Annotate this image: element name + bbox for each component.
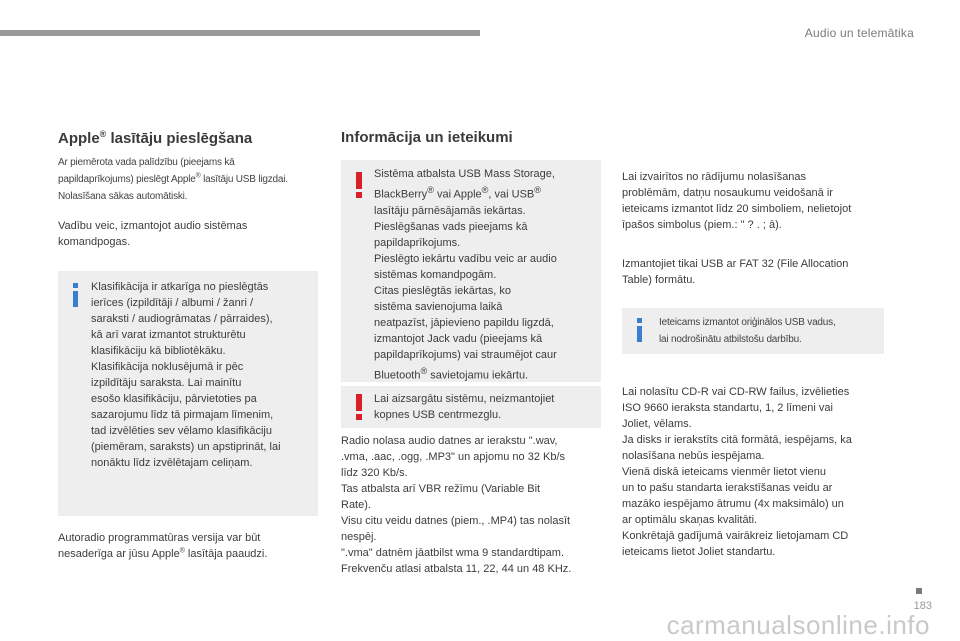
watermark: carmanualsonline.info (666, 610, 930, 640)
fat32-text: Izmantojiet tikai USB ar FAT 32 (File Allocation Table) formātu. (622, 258, 849, 286)
filename-text: Lai izvairītos no rādījumu nolasīšanas problēmām, datņu nosaukumu veidošanā ir ieteicams izmantot līdz 20 simboliem, nelietojot īpašos simbolus (piem.: " ? . ; ā). (622, 171, 852, 231)
classification-info-box (58, 271, 318, 516)
cd-text: Lai nolasītu CD-R vai CD-RW failus, izvēlieties ISO 9660 ieraksta standartu, 1, 2 līmeni vai Joliet, vēlams. Ja disks ir ierakstīts citā formātā, iespējams, ka nolasīšana nebūs iespējama. Vienā diskā ieteicams vienmēr lietot vienu un to pašu standarta ierakstīšanas veidu ar mazāko iespējamo ātrumu (4x maksimālo) un ar optimālu skaņas kvalitāti. Konkrētajā gadījumā vairākreiz lietojamam CD ieteicams lietot Joliet standartu. (622, 386, 852, 558)
hub-warning-text: Lai aizsargātu sistēmu, neizmantojiet kopnes USB centrmezglu. (374, 393, 555, 421)
section-title: Audio un telemātika (804, 26, 914, 40)
page-number: 183 (913, 600, 932, 612)
usb-warning-text: Sistēma atbalsta USB Mass Storage, BlackBerry® vai Apple®, vai USB® lasītāju pārnēsājamās iekārtas. Pieslēgšanas vads pieejams kā papildaprīkojums. Pieslēgto iekārtu vadību veic ar audio sistēmas komandpogām. Citas pieslēgtās iekārtas, ko sistēma savienojuma laikā neatpazīst, jāpievieno papildu ligzdā, izmantojot Jack vadu (pieejams kā papildaprīkojums) vai straumējot caur Bluetooth® savietojamu iekārtu. (374, 168, 557, 382)
hub-warning-box (341, 386, 601, 428)
usb-warning-box (341, 160, 601, 382)
apple-intro: Ar piemērota vada palīdzību (pieejams kā papildaprīkojums) pieslēgt Apple® lasītāju USB ligzdai. Nolasīšana sākas automātiski. (58, 157, 288, 202)
page-marker (916, 588, 922, 594)
usb-cable-info-text: Ieteicams izmantot oriģinālos USB vadus, lai nodrošinātu atbilstošu darbību. (659, 317, 836, 345)
info-heading: Informācija un ieteikumi (341, 129, 513, 146)
classification-info-text: Klasifikācija ir atkarīga no pieslēgtās ierīces (izpildītāji / albumi / žanri / saraksti / audiogrāmatas / pārraides), kā arī varat izmantot strukturētu klasifikāciju kā bibliotēkāku. Klasifikācija noklusējumā ir pēc izpildītāju saraksta. Lai mainītu esošo klasifikāciju, pārvietoties pa sazarojumu līdz tā pirmajam līmenim, tad izvēlēties sev vēlamo klasifikāciju (piemēram, saraksts) un apstiprināt, lai nonāktu līdz izvēlētajam celiņam. (91, 281, 281, 469)
header-bar (0, 30, 480, 36)
apple-heading: Apple® lasītāju pieslēgšana (58, 129, 253, 147)
exclamation-icon (356, 172, 362, 198)
controls-text: Vadību veic, izmantojot audio sistēmas komandpogas. (58, 220, 248, 248)
usb-cable-info-box (622, 308, 884, 354)
formats-text: Radio nolasa audio datnes ar ierakstu ".wav, .vma, .aac, .ogg, .MP3" un apjomu no 32 Kb/s līdz 320 Kb/s. Tas atbalsta arī VBR režīmu (Variable Bit Rate). Visu citu veidu datnes (piem., .MP4) tas nolasīt nespēj. ".vma" datnēm jāatbilst wma 9 standardtipam. Frekvenču atlasi atbalsta 11, 22, 44 un 48 KHz. (341, 435, 572, 575)
exclamation-icon (356, 394, 362, 420)
firmware-text: Autoradio programmatūras versija var būt nesaderīga ar jūsu Apple® lasītāja paaudzi. (58, 532, 268, 560)
